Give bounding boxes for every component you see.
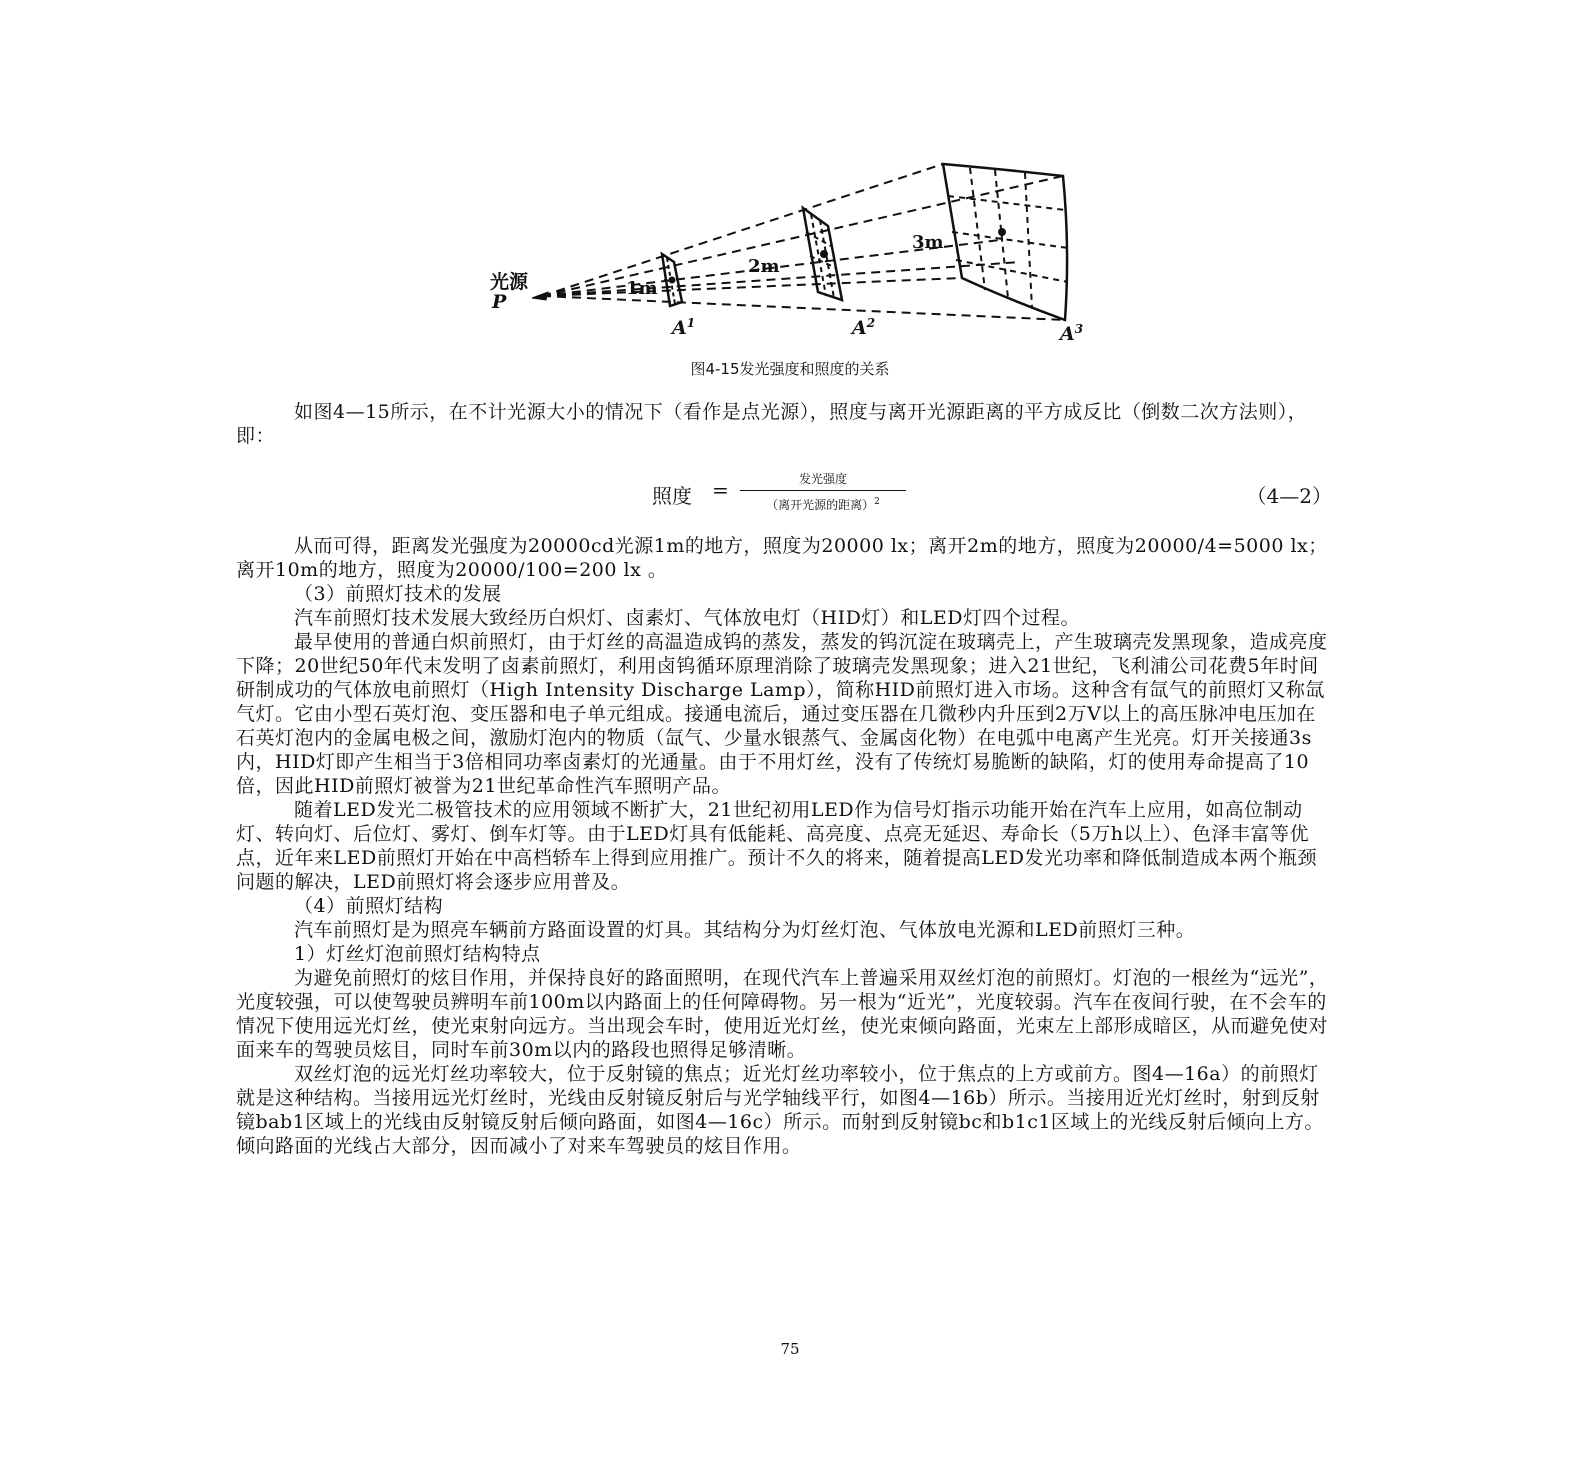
formula-4-2 (652, 470, 1332, 518)
heading-4: （4）前照灯结构 (294, 895, 444, 917)
surface-2m (803, 208, 842, 300)
heading-3: （3）前照灯技术的发展 (294, 583, 502, 605)
paragraph-earliest: 最早使用的普通白炽前照灯，由于灯丝的高温造成钨的蒸发，蒸发的钨沉淀在玻璃壳上，产生玻璃壳发黑现象，造成亮度下降；20世纪50年代末发明了卤素前照灯，利用卤钨循环原理消除了玻璃壳发黑现象；进入21世纪，飞利浦公司花费5年时间研制成功的气体放电前照灯（High Intensity Discharge Lamp），简称HID前照灯进入市场。这种含有氙气的前照灯又称氙气灯。它由小型石英灯泡、变压器和电子单元组成。接通电流后，通过变压器在几微秒内升压到2万V以上的高压脉冲电压加在石英灯泡内的金属电极之间，激励灯泡内的物质（氙气、少量水银蒸气、金属卤化物）在电弧中电离产生光亮。灯开关接通3s内，HID灯即产生相当于3倍相同功率卤素灯的光通量。由于不用灯丝，没有了传统灯易脆断的缺陷，灯的使用寿命提高了10倍，因此HID前照灯被誉为21世纪革命性汽车照明产品。 (236, 631, 1328, 797)
source-label: 光源 (490, 271, 529, 293)
paragraph-structure: 汽车前照灯是为照亮车辆前方路面设置的灯具。其结构分为灯丝灯泡、气体放电光源和LED前照灯三种。 (294, 919, 1196, 941)
intro-block (236, 400, 1332, 448)
distance-2m-label: 2m (748, 256, 780, 277)
formula-numerator: 发光强度 (798, 472, 847, 486)
formula-label: 照度 (652, 484, 692, 508)
subheading-1: 1）灯丝灯泡前照灯结构特点 (294, 943, 541, 965)
paragraph-development: 汽车前照灯技术发展大致经历白炽灯、卤素灯、气体放电灯（HID灯）和LED灯四个过程。 (294, 607, 1081, 629)
figure-caption: 图4-15发光强度和照度的关系 (690, 360, 890, 378)
point-a3-label: $A^3$ (1060, 322, 1084, 345)
figure-light-intensity-diagram (480, 150, 1100, 350)
body-text (236, 534, 1332, 1158)
distance-1m-label: 1m (626, 278, 658, 299)
paragraph-dual-filament: 双丝灯泡的远光灯丝功率较大，位于反射镜的焦点；近光灯丝功率较小，位于焦点的上方或前方。图4—16a）的前照灯就是这种结构。当接用远光灯丝时，光线由反射镜反射后与光学轴线平行，如图4—16b）所示。当接用近光灯丝时，射到反射镜bab1区域上的光线由反射镜反射后倾向路面，如图4—16c）所示。而射到反射镜bc和b1c1区域上的光线反射后倾向上方。倾向路面的光线占大部分，因而减小了对来车驾驶员的炫目作用。 (236, 1063, 1324, 1157)
point-a1-label: $A^1$ (672, 316, 696, 339)
formula-denominator: （离开光源的距离）$^2$ (766, 497, 880, 512)
point-label: P (492, 291, 507, 313)
surface-3m (943, 164, 1068, 320)
distance-3m-label: 3m (912, 232, 944, 253)
point-a2-label: $A^2$ (852, 316, 876, 339)
formula-exponent: 2 (874, 497, 880, 507)
paragraph-result: 从而可得，距离发光强度为20000cd光源1m的地方，照度为20000 lx；离开2m的地方，照度为20000/4=5000 lx；离开10m的地方，照度为20000/100=200 lx 。 (236, 535, 1328, 581)
formula-number: （4—2） (1246, 484, 1332, 508)
formula-fraction (740, 470, 906, 514)
formula-equals: = (712, 478, 729, 502)
fraction-bar (740, 490, 906, 491)
paragraph-intro: 如图4—15所示，在不计光源大小的情况下（看作是点光源），照度与离开光源距离的平方成反比（倒数二次方法则），即： (236, 401, 1308, 447)
paragraph-led: 随着LED发光二极管技术的应用领域不断扩大，21世纪初用LED作为信号灯指示功能开始在汽车上应用，如高位制动灯、转向灯、后位灯、雾灯、倒车灯等。由于LED灯具有低能耗、高亮度、点亮无延迟、寿命长（5万h以上）、色泽丰富等优点，近年来LED前照灯开始在中高档轿车上得到应用推广。预计不久的将来，随着提高LED发光功率和降低制造成本两个瓶颈问题的解决，LED前照灯将会逐步应用普及。 (236, 799, 1317, 893)
light-rays (542, 164, 1065, 320)
page-number: 75 (780, 1340, 800, 1358)
paragraph-filament: 为避免前照灯的炫目作用，并保持良好的路面照明，在现代汽车上普遍采用双丝灯泡的前照灯。灯泡的一根丝为“远光”，光度较强，可以使驾驶员辨明车前100m以内路面上的任何障碍物。另一根为“近光”，光度较弱。汽车在夜间行驶，在不会车的情况下使用远光灯丝，使光束射向远方。当出现会车时，使用近光灯丝，使光束倾向路面，光束左上部形成暗区，从而避免使对面来车的驾驶员炫目，同时车前30m以内的路段也照得足够清晰。 (236, 967, 1329, 1061)
